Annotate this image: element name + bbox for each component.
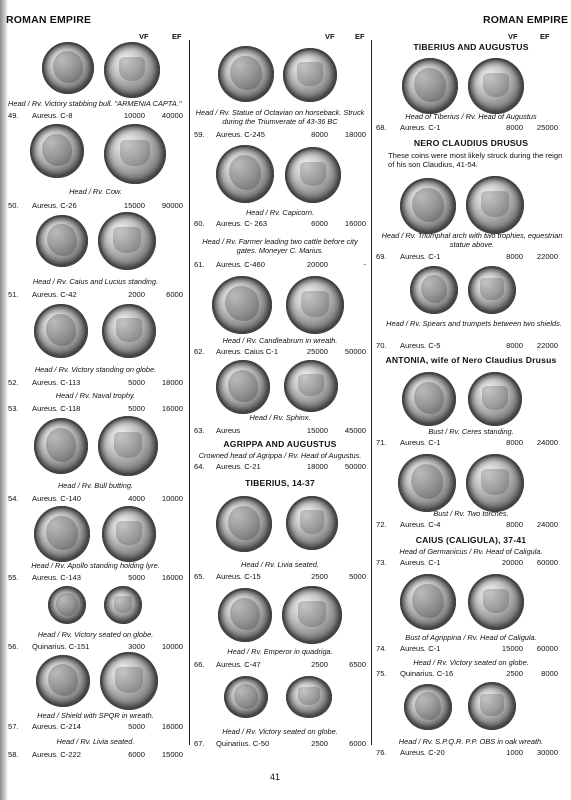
entry-vf-price: 6000 (128, 750, 145, 759)
entry-number: 76. (376, 748, 387, 757)
coin-caption: Head / Rv. Bull butting. (57, 481, 134, 490)
entry-name: Aureus. C-15 (216, 572, 261, 581)
entry-vf-price: 5000 (128, 404, 145, 413)
entry-vf-price: 10000 (123, 111, 145, 120)
coin-obverse-image (402, 372, 456, 426)
entry-ef-price: 60000 (536, 558, 558, 567)
entry-vf-price: 8000 (506, 341, 523, 350)
coin-obverse-image (218, 588, 272, 642)
coin-obverse-image (410, 266, 458, 314)
entry-name: Aureus. C- 263 (216, 219, 268, 228)
coin-caption: Head / Rv. Victory standing on globe. (34, 365, 157, 374)
coin-reverse-image (468, 682, 516, 730)
entry-vf-price: 2500 (311, 739, 328, 748)
coin-reverse-image (100, 652, 158, 710)
entry-name: Aureus. C-214 (32, 722, 81, 731)
coin-obverse-image (404, 684, 452, 730)
entry-vf-price: 4000 (128, 494, 145, 503)
entry-name: Aureus. C-21 (216, 462, 261, 471)
entry-ef-price: 24000 (536, 520, 558, 529)
grade-ef-label-col2: EF (355, 32, 365, 41)
right-running-head: ROMAN EMPIRE (483, 14, 569, 26)
coin-obverse-image (48, 586, 86, 624)
entry-number: 57. (8, 722, 19, 731)
coin-caption: Head / Rv. Statue of Octavian on horseback. Struck during the Triumverate of 43-36 BC (195, 108, 365, 126)
coin-caption: Head / Rv. Cow. (69, 187, 122, 196)
entry-vf-price: 5000 (128, 378, 145, 387)
coin-reverse-image (285, 147, 341, 203)
entry-vf-price: 15000 (123, 201, 145, 210)
coin-reverse-image (98, 212, 156, 270)
coin-caption: Head of Germanicus / Rv. Head of Caligula. (399, 547, 543, 556)
entry-ef-price: 90000 (161, 201, 183, 210)
coin-reverse-image (98, 416, 158, 476)
entry-vf-price: 8000 (506, 252, 523, 261)
coin-caption: Head / Rv. Capicorn. (245, 208, 315, 217)
section-heading-caius: CAIUS (CALIGULA), 37-41 (415, 535, 527, 545)
entry-number: 55. (8, 573, 19, 582)
entry-ef-price: 22000 (536, 341, 558, 350)
entry-ef-price: 18000 (161, 378, 183, 387)
entry-vf-price: 8000 (311, 130, 328, 139)
entry-ef-price: 50000 (344, 462, 366, 471)
entry-ef-price: 25000 (536, 123, 558, 132)
entry-number: 72. (376, 520, 387, 529)
entry-ef-price: 15000 (161, 750, 183, 759)
entry-number: 69. (376, 252, 387, 261)
entry-vf-price: 25000 (306, 347, 328, 356)
entry-number: 59. (194, 130, 205, 139)
entry-name: Aureus (216, 426, 241, 435)
coin-reverse-image (104, 42, 160, 98)
coin-caption: Head / Rv. S.P.Q.R. P.P. OBS in oak wreath. (398, 737, 544, 746)
entry-name: Aureus. C-460 (216, 260, 265, 269)
entry-name: Aureus. Caius C-1 (216, 347, 279, 356)
grade-vf-label: VF (139, 32, 149, 41)
coin-obverse-image (218, 46, 274, 102)
coin-reverse-image (102, 304, 156, 358)
coin-caption: Head / Rv. Candleabrum in wreath. (222, 336, 338, 345)
coin-obverse-image (216, 360, 270, 414)
coin-reverse-image (468, 58, 524, 114)
coin-obverse-image (398, 454, 456, 512)
coin-obverse-image (400, 574, 456, 630)
coin-reverse-image (468, 266, 516, 314)
coin-obverse-image (212, 276, 272, 334)
entry-ef-price: 60000 (536, 644, 558, 653)
entry-name: Aureus. C-1 (400, 123, 441, 132)
entry-vf-price: 2000 (128, 290, 145, 299)
coin-caption: Bust of Agrippina / Rv. Head of Caligula. (405, 633, 537, 642)
entry-vf-price: 20000 (306, 260, 328, 269)
entry-ef-price: 40000 (161, 111, 183, 120)
entry-number: 53. (8, 404, 19, 413)
coin-reverse-image (283, 48, 337, 102)
section-note: These coins were most likely struck during the reign of his son Claudius, 41-54. (388, 151, 563, 170)
entry-number: 66. (194, 660, 205, 669)
entry-ef-price: 24000 (536, 438, 558, 447)
entry-ef-price: 6500 (349, 660, 366, 669)
entry-name: Aureus. C-8 (32, 111, 73, 120)
coin-reverse-image (466, 176, 524, 234)
entry-name: Aureus. C-5 (400, 341, 441, 350)
entry-name: Aureus. C-113 (32, 378, 81, 387)
coin-reverse-image (286, 496, 338, 550)
entry-name: Aureus. C-222 (32, 750, 81, 759)
entry-vf-price: 6000 (311, 219, 328, 228)
coin-caption: Head / Rv. Livia seated. (56, 737, 135, 746)
entry-number: 61. (194, 260, 205, 269)
page-binding-shadow (0, 0, 8, 800)
entry-vf-price: 8000 (506, 520, 523, 529)
entry-name: Aureus. C-143 (32, 573, 81, 582)
entry-ef-price: 30000 (536, 748, 558, 757)
entry-number: 65. (194, 572, 205, 581)
entry-name: Quinarius. C-151 (32, 642, 90, 651)
coin-obverse-image (402, 58, 458, 114)
section-heading-tiberius: TIBERIUS, 14-37 (245, 478, 315, 488)
entry-number: 73. (376, 558, 387, 567)
entry-vf-price: 20000 (501, 558, 523, 567)
coin-obverse-image (36, 215, 88, 267)
entry-number: 70. (376, 341, 387, 350)
grade-vf-label-col3: VF (508, 32, 518, 41)
coin-obverse-image (400, 178, 456, 234)
grade-ef-label: EF (172, 32, 182, 41)
entry-number: 56. (8, 642, 19, 651)
entry-name: Aureus. C-26 (32, 201, 77, 210)
coin-caption: Head / Rv. Livia seated. (241, 560, 319, 569)
coin-caption: Bust / Rv. Ceres standing. (428, 427, 514, 436)
coin-obverse-image (34, 304, 88, 358)
entry-number: 67. (194, 739, 205, 748)
coin-caption: Head / Shield with SPQR in wreath. (37, 711, 154, 720)
coin-caption: Head / Rv. Emperor in quadriga. (227, 647, 333, 656)
coin-reverse-image (286, 676, 332, 718)
grade-vf-label-col2: VF (325, 32, 335, 41)
entry-vf-price: 15000 (501, 644, 523, 653)
entry-number: 60. (194, 219, 205, 228)
section-heading-antonia: ANTONIA, wife of Nero Claudius Drusus (385, 355, 557, 365)
entry-ef-price: 18000 (344, 130, 366, 139)
entry-name: Aureus. C-1 (400, 558, 441, 567)
coin-obverse-image (34, 418, 88, 474)
entry-vf-price: 8000 (506, 123, 523, 132)
entry-number: 62. (194, 347, 205, 356)
entry-vf-price: 2500 (311, 572, 328, 581)
entry-name: Aureus. C-47 (216, 660, 261, 669)
entry-number: 49. (8, 111, 19, 120)
entry-ef-price: 8000 (541, 669, 558, 678)
coin-caption: Head / Rv. Triumphal arch with two trophies, equestrian statue above. (381, 231, 563, 249)
entry-ef-price: 50000 (344, 347, 366, 356)
coin-reverse-image (466, 454, 524, 512)
entry-vf-price: 3000 (128, 642, 145, 651)
section-heading-tiberius-augustus: TIBERIUS AND AUGUSTUS (413, 42, 529, 52)
coin-obverse-image (224, 676, 268, 718)
entry-name: Aureus. C-140 (32, 494, 81, 503)
coin-reverse-image (104, 124, 166, 184)
entry-vf-price: 15000 (306, 426, 328, 435)
entry-number: 64. (194, 462, 205, 471)
entry-number: 63. (194, 426, 205, 435)
coin-reverse-image (104, 586, 142, 624)
coin-reverse-image (468, 372, 522, 426)
column-divider-1 (189, 40, 190, 745)
entry-ef-price: 6000 (349, 739, 366, 748)
grade-ef-label-col3: EF (540, 32, 550, 41)
entry-name: Aureus. C-118 (32, 404, 81, 413)
entry-vf-price: 5000 (128, 573, 145, 582)
entry-number: 58. (8, 750, 19, 759)
coin-obverse-image (30, 124, 84, 178)
coin-obverse-image (36, 655, 90, 707)
entry-name: Aureus. C-1 (400, 252, 441, 261)
page-number: 41 (270, 772, 281, 782)
entry-number: 74. (376, 644, 387, 653)
entry-ef-price: - (363, 260, 366, 269)
entry-ef-price: 16000 (344, 219, 366, 228)
coin-caption: Crowned head of Agrippa / Rv. Head of Augustus. (198, 451, 362, 460)
coin-caption: Head / Rv. Victory seated on globe. (222, 727, 338, 736)
coin-obverse-image (216, 145, 274, 203)
entry-name: Aureus. C-4 (400, 520, 441, 529)
coin-caption: Bust / Rv. Two torches. (433, 509, 509, 518)
entry-ef-price: 5000 (349, 572, 366, 581)
entry-number: 54. (8, 494, 19, 503)
entry-ef-price: 10000 (161, 494, 183, 503)
entry-ef-price: 6000 (166, 290, 183, 299)
entry-number: 68. (376, 123, 387, 132)
coin-caption: Head / Rv. Sphinx. (249, 413, 311, 422)
coin-reverse-image (286, 276, 344, 334)
coin-caption: Head of Tiberius / Rv. Head of Augustus (405, 112, 537, 121)
coin-obverse-image (34, 506, 90, 562)
section-heading-agrippa: AGRIPPA AND AUGUSTUS (223, 439, 337, 449)
left-running-head: ROMAN EMPIRE (6, 14, 92, 26)
coin-reverse-image (284, 360, 338, 412)
entry-vf-price: 1000 (506, 748, 523, 757)
entry-vf-price: 2500 (311, 660, 328, 669)
entry-name: Quinarius. C-16 (400, 669, 454, 678)
entry-ef-price: 22000 (536, 252, 558, 261)
entry-name: Aureus. C-42 (32, 290, 77, 299)
coin-caption: Head / Rv. Victory seated on globe. (413, 658, 529, 667)
entry-vf-price: 5000 (128, 722, 145, 731)
entry-number: 52. (8, 378, 19, 387)
coin-reverse-image (282, 586, 342, 644)
entry-name: Aureus. C-1 (400, 438, 441, 447)
coin-caption: Head / Rv. Apollo standing holding lyre. (31, 561, 160, 570)
entry-name: Aureus. C-20 (400, 748, 445, 757)
entry-number: 51. (8, 290, 19, 299)
column-divider-2 (371, 40, 372, 745)
entry-ef-price: 16000 (161, 722, 183, 731)
coin-caption: Head / Rv. Spears and trumpets between two shields. (386, 319, 562, 328)
entry-vf-price: 2500 (506, 669, 523, 678)
entry-name: Aureus. C-1 (400, 644, 441, 653)
entry-vf-price: 8000 (506, 438, 523, 447)
coin-caption: Head / Rv. Victory seated on globe. (37, 630, 154, 639)
coin-caption: Head / Rv. Farmer leading two cattle before city gates. Moneyer C. Marius. (202, 237, 358, 255)
entry-number: 75. (376, 669, 387, 678)
coin-caption: Head / Rv. Caius and Lucius standing. (32, 277, 159, 286)
coin-obverse-image (216, 496, 272, 552)
entry-ef-price: 16000 (161, 573, 183, 582)
entry-vf-price: 18000 (306, 462, 328, 471)
coin-caption: Head / Rv. Victory stabbing bull. "ARMENIA CAPTA." (8, 99, 182, 108)
entry-number: 71. (376, 438, 387, 447)
coin-obverse-image (42, 42, 94, 94)
entry-ef-price: 16000 (161, 404, 183, 413)
entry-ef-price: 45000 (344, 426, 366, 435)
coin-reverse-image (102, 506, 156, 562)
entry-name: Quinarius. C-50 (216, 739, 270, 748)
entry-ef-price: 10000 (161, 642, 183, 651)
entry-number: 50. (8, 201, 19, 210)
coin-reverse-image (468, 574, 524, 630)
section-heading-nero-claudius-drusus: NERO CLAUDIUS DRUSUS (413, 138, 529, 148)
coin-caption: Head / Rv. Naval trophy. (55, 391, 136, 400)
entry-name: Aureus. C-245 (216, 130, 265, 139)
